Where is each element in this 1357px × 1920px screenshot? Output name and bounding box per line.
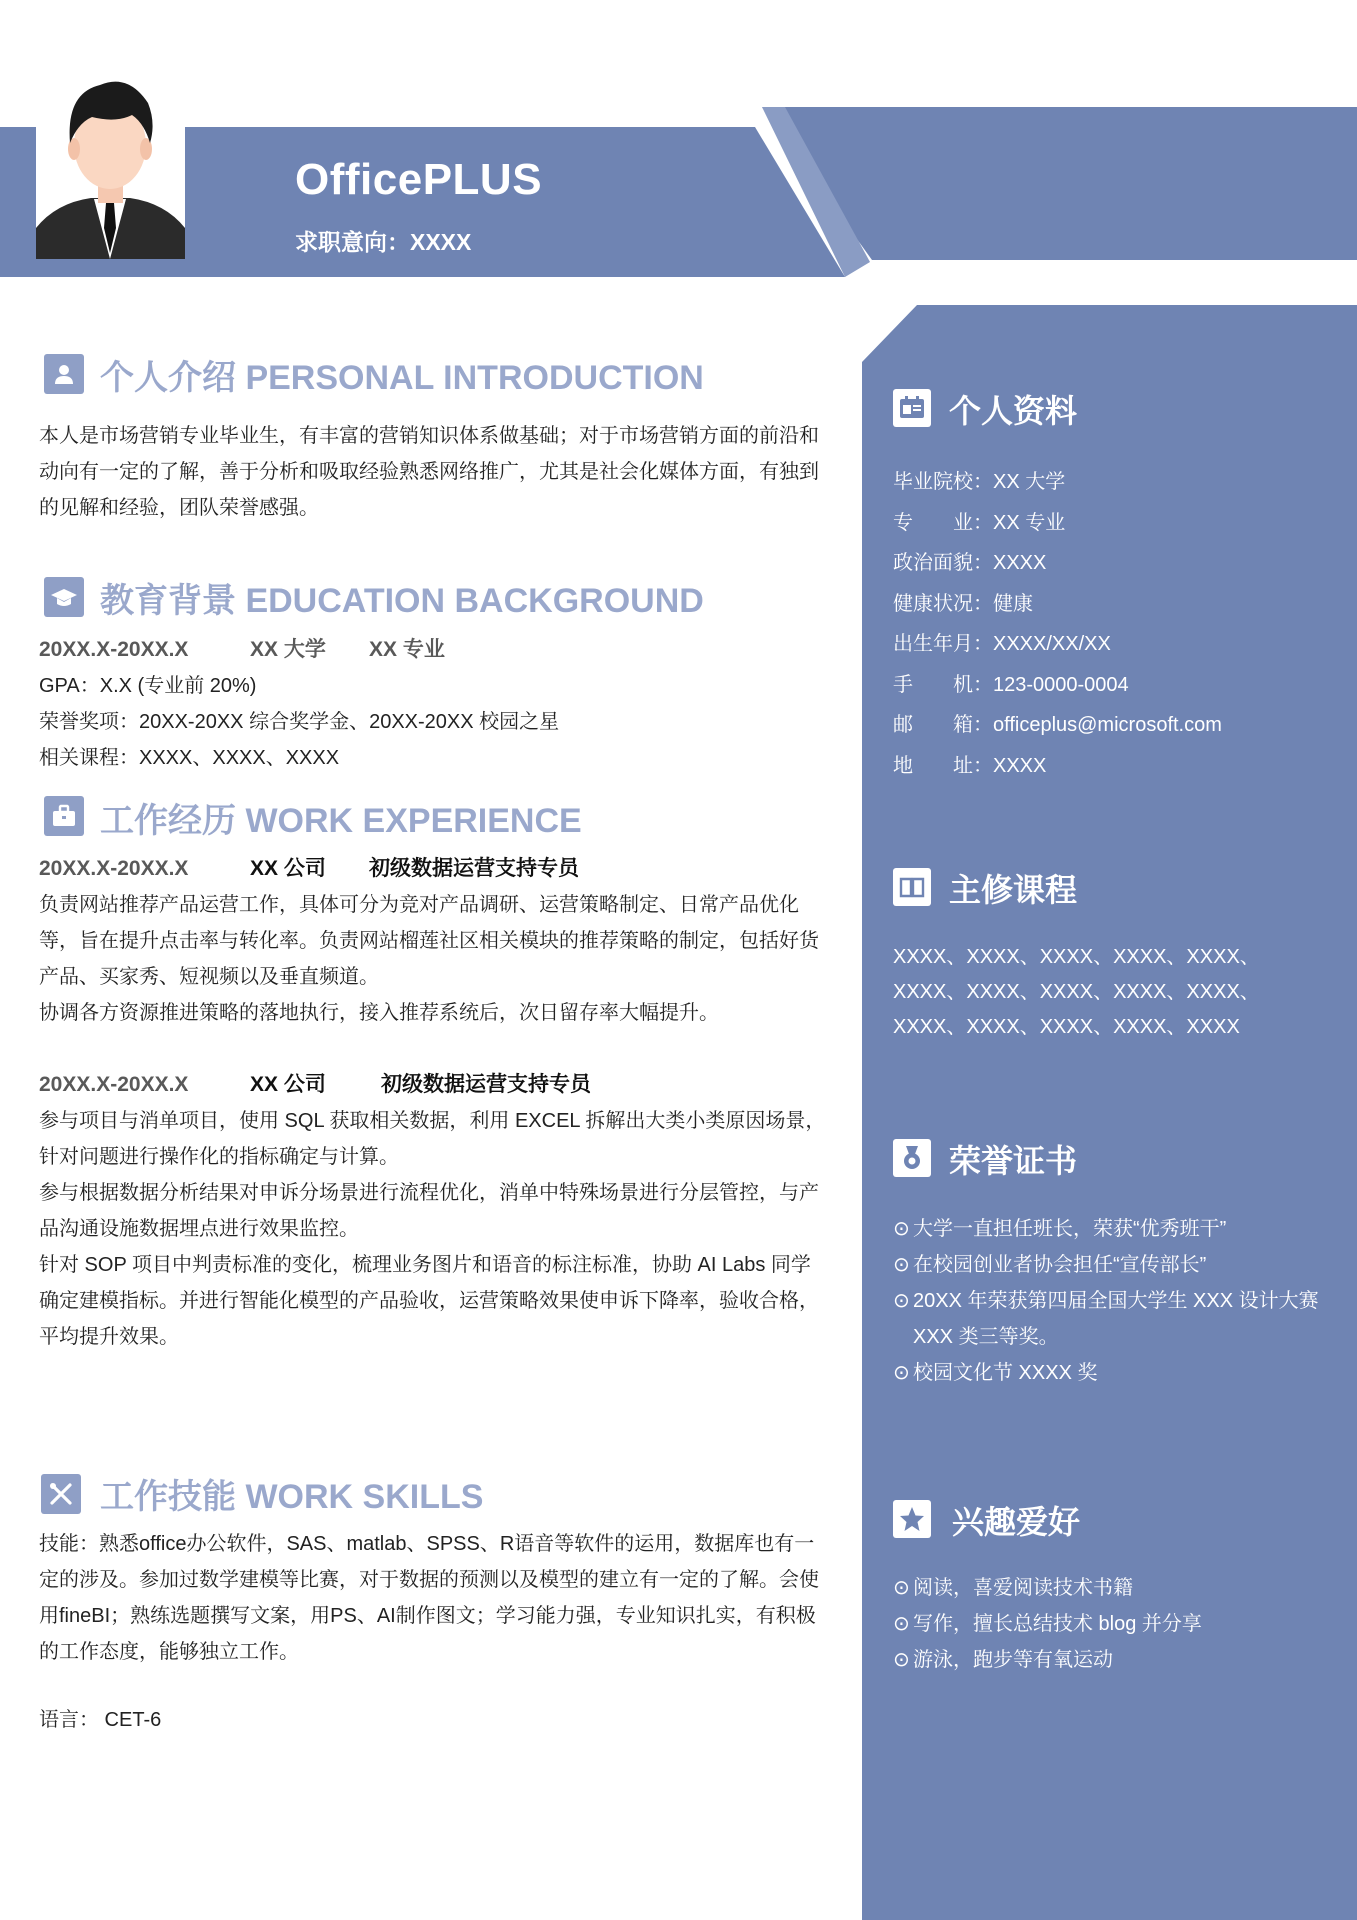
job-role: 初级数据运营支持专员 [369, 857, 579, 880]
profile-section-title: 个人资料 [949, 393, 1078, 429]
briefcase-icon [44, 796, 84, 836]
language-skill: 语言： CET-6 [39, 1709, 162, 1731]
profile-health: 健康状况：健康 [893, 593, 1033, 615]
hobby-item: ⊙ 写作，擅长总结技术 blog 并分享 [893, 1613, 1202, 1635]
profile-birth: 出生年月：XXXX/XX/XX [893, 633, 1111, 655]
hobbies-list [893, 1570, 1333, 1678]
job-description-2: 参与根据数据分析结果对申诉分场景进行流程优化，消单中特殊场景进行分层管控，与产品沟通设施数据埋点进行效果监控。 [39, 1182, 819, 1240]
job-period: 20XX.X-20XX.X [39, 1073, 189, 1096]
book-icon [893, 868, 931, 906]
intro-section-title: 个人介绍 PERSONAL INTRODUCTION [100, 359, 704, 397]
certificates-list [893, 1211, 1333, 1391]
courses-section-title: 主修课程 [949, 872, 1078, 908]
education-honors: 荣誉奖项：20XX-20XX 综合奖学金、20XX-20XX 校园之星 [39, 711, 560, 733]
profile-major: 专 业：XX 专业 [893, 512, 1066, 534]
job-description: 负责网站推荐产品运营工作，具体可分为竞对产品调研、运营策略制定、日常产品优化等，旨在提升点击率与转化率。负责网站榴莲社区相关模块的推荐策略的制定，包括好货产品、买家秀、短视频以及垂直频道。 [39, 894, 819, 988]
certificate-item: ⊙ 20XX 年荣获第四届全国大学生 XXX 设计大赛 XXX 类三等奖。 [893, 1290, 1319, 1348]
work-section-title: 工作经历 WORK EXPERIENCE [100, 802, 582, 840]
job-description-2: 协调各方资源推进策略的落地执行，接入推荐系统后，次日留存率大幅提升。 [39, 1002, 719, 1024]
education-period: 20XX.X-20XX.X [39, 638, 189, 661]
id-card-icon [893, 389, 931, 427]
job-period: 20XX.X-20XX.X [39, 857, 189, 880]
intro-text: 本人是市场营销专业毕业生，有丰富的营销知识体系做基础；对于市场营销方面的前沿和动向有一定的了解，善于分析和吸取经验熟悉网络推广，尤其是社会化媒体方面，有独到的见解和经验，团队荣誉感强。 [39, 425, 819, 519]
certificate-item: ⊙ 在校园创业者协会担任“宣传部长” [893, 1254, 1207, 1276]
job-company: XX 公司 [250, 1073, 326, 1096]
profile-email: 邮 箱：officeplus@microsoft.com [893, 714, 1222, 736]
medal-icon [893, 1139, 931, 1177]
star-icon [893, 1500, 931, 1538]
candidate-name: OfficePLUS [295, 155, 543, 204]
hobby-item: ⊙ 游泳，跑步等有氧运动 [893, 1649, 1113, 1671]
hobbies-section-title: 兴趣爱好 [952, 1504, 1081, 1540]
education-major: XX 专业 [369, 638, 445, 661]
profile-address: 地 址：XXXX [893, 755, 1047, 777]
education-courses: 相关课程：XXXX、XXXX、XXXX [39, 747, 340, 769]
profile-political-status: 政治面貌：XXXX [893, 552, 1047, 574]
skills-section-title: 工作技能 WORK SKILLS [100, 1478, 484, 1516]
courses-text: XXXX、XXXX、XXXX、XXXX、XXXX、XXXX、XXXX、XXXX、XXXX、XXXX、XXXX、XXXX、XXXX、XXXX、XXXX [893, 946, 1260, 1038]
profile-phone: 手 机：123-0000-0004 [893, 674, 1129, 696]
skills-text: 技能：熟悉office办公软件，SAS、matlab、SPSS、R语音等软件的运用，数据库也有一定的涉及。参加过数学建模等比赛，对于数据的预测以及模型的建立有一定的了解。会使用fineBI；熟练选题撰写文案，用PS、AI制作图文；学习能力强，专业知识扎实，有积极的工作态度，能够独立工作。 [39, 1533, 819, 1663]
education-section-title: 教育背景 EDUCATION BACKGROUND [100, 582, 704, 620]
education-gpa: GPA：X.X (专业前 20%) [39, 675, 257, 697]
education-school: XX 大学 [250, 638, 326, 661]
job-role: 初级数据运营支持专员 [381, 1073, 591, 1096]
job-intent: 求职意向：XXXX [295, 229, 472, 255]
hobby-item: ⊙ 阅读，喜爱阅读技术书籍 [893, 1577, 1133, 1599]
tools-icon [41, 1474, 81, 1514]
graduation-cap-icon [44, 577, 84, 617]
certificates-section-title: 荣誉证书 [949, 1143, 1078, 1179]
avatar [36, 53, 185, 259]
person-icon [44, 354, 84, 394]
job-description: 参与项目与消单项目，使用 SQL 获取相关数据，利用 EXCEL 拆解出大类小类原因场景，针对问题进行操作化的指标确定与计算。 [39, 1110, 826, 1168]
certificate-item: ⊙ 大学一直担任班长，荣获“优秀班干” [893, 1218, 1227, 1240]
certificate-item: ⊙ 校园文化节 XXXX 奖 [893, 1362, 1098, 1384]
job-company: XX 公司 [250, 857, 326, 880]
profile-school: 毕业院校：XX 大学 [893, 471, 1066, 493]
job-description-3: 针对 SOP 项目中判责标准的变化，梳理业务图片和语音的标注标准，协助 AI Labs 同学确定建模指标。并进行智能化模型的产品验收，运营策略效果使申诉下降率，验收合格，平均提升效果。 [39, 1254, 819, 1348]
